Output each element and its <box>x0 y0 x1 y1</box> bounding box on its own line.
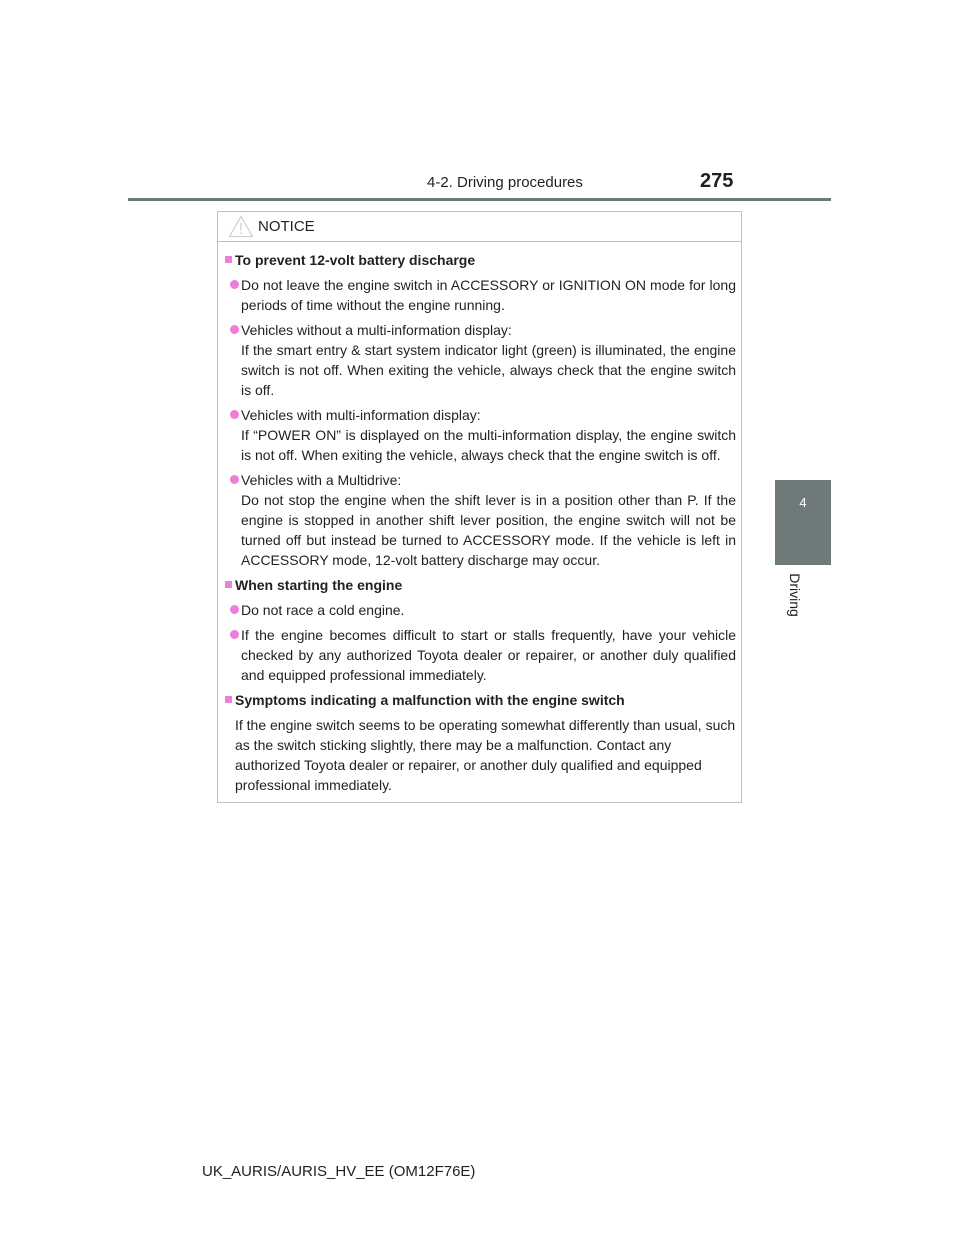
circle-bullet-icon <box>230 410 239 419</box>
notice-header <box>218 212 741 242</box>
circle-bullet-icon <box>230 475 239 484</box>
circle-bullet-icon <box>230 325 239 334</box>
square-bullet-icon <box>225 581 232 588</box>
section-heading: Symptoms indicating a malfunction with the engine switch <box>224 690 736 710</box>
header-section-title: 4-2. Driving procedures <box>427 174 583 191</box>
warning-triangle-icon <box>228 215 254 243</box>
chapter-number: 4 <box>799 495 807 510</box>
list-item: Vehicles with multi-information display: If “POWER ON” is displayed on the multi-information display, the engine switch is not off. When exiting the vehicle, always check that the engine switch is off. <box>224 405 736 465</box>
page-number: 275 <box>700 170 734 192</box>
document-code: UK_AURIS/AURIS_HV_EE (OM12F76E) <box>202 1163 476 1180</box>
notice-title: NOTICE <box>258 218 315 235</box>
section-paragraph: If the engine switch seems to be operating somewhat differently than usual, such as the switch sticking slightly, there may be a malfunction. Contact any authorized Toyota dealer or repairer, or another duly qualified and equipped professional immediately. <box>235 717 736 793</box>
list-item: Vehicles without a multi-information display: If the smart entry & start system indicator light (green) is illuminated, the engine switch is not off. When exiting the vehicle, always check that the engine switch is off. <box>224 320 736 400</box>
circle-bullet-icon <box>230 605 239 614</box>
list-item: Do not race a cold engine. <box>224 600 736 620</box>
list-item: Do not leave the engine switch in ACCESSORY or IGNITION ON mode for long periods of time without the engine running. <box>224 275 736 315</box>
circle-bullet-icon <box>230 280 239 289</box>
section-heading: When starting the engine <box>224 575 736 595</box>
chapter-label: Driving <box>787 573 803 617</box>
header-divider <box>128 198 831 201</box>
circle-bullet-icon <box>230 630 239 639</box>
list-item: If the engine becomes difficult to start or stalls frequently, have your vehicle checked by any authorized Toyota dealer or repairer, or another duly qualified and equipped professional immediately. <box>224 625 736 685</box>
list-item: Vehicles with a Multidrive: Do not stop the engine when the shift lever is in a position other than P. If the engine is stopped in another shift lever position, the engine switch will not be turned off but instead be turned to ACCESSORY mode. If the vehicle is left in ACCESSORY mode, 12-volt battery discharge may occur. <box>224 470 736 570</box>
notice-body <box>218 250 741 795</box>
square-bullet-icon <box>225 256 232 263</box>
section-heading: To prevent 12-volt battery discharge <box>224 250 736 270</box>
chapter-tab <box>775 480 831 565</box>
square-bullet-icon <box>225 696 232 703</box>
notice-box <box>217 211 742 803</box>
